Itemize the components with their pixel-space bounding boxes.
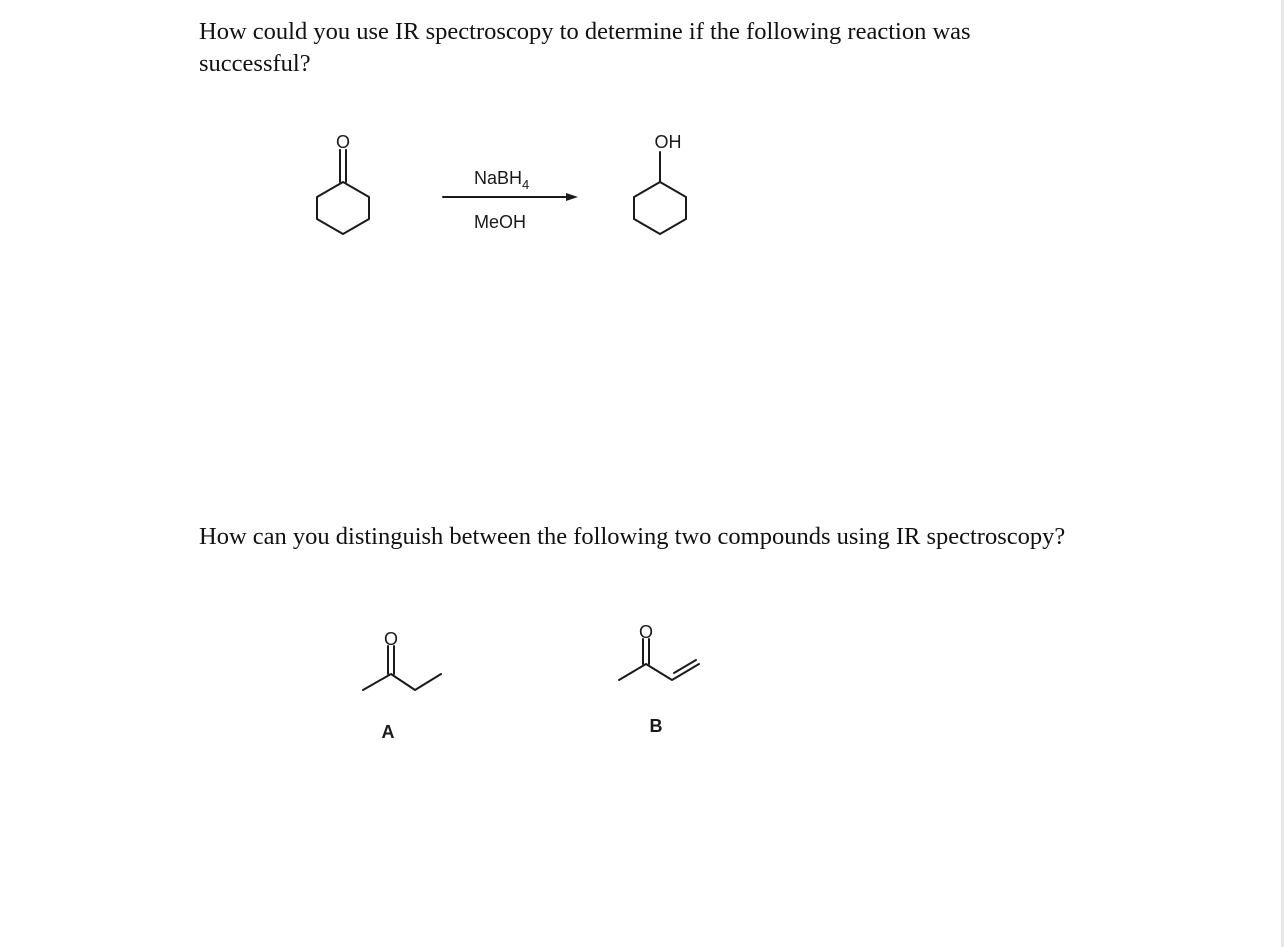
compound-b-label: B bbox=[649, 716, 663, 736]
question-1-text: How could you use IR spectroscopy to determine if the following reaction was successful? bbox=[199, 18, 971, 77]
product-cyclohexanol bbox=[634, 152, 686, 234]
compound-b-structure bbox=[619, 639, 699, 680]
reagent-top-label: NaBH$_4$ bbox=[474, 168, 530, 192]
reactant-cyclohexanone bbox=[317, 150, 369, 234]
reagent-bottom-label: MeOH bbox=[474, 212, 527, 232]
compound-a-structure bbox=[363, 646, 441, 690]
compound-a-label: A bbox=[381, 722, 395, 742]
reaction-arrow bbox=[443, 193, 578, 201]
product-hydroxyl-label: OH bbox=[654, 132, 682, 152]
reactant-oxygen-label: O bbox=[335, 132, 351, 152]
question-2-text: How can you distinguish between the following two compounds using IR spectroscopy? bbox=[199, 523, 1066, 550]
compound-a-oxygen-label: O bbox=[383, 629, 399, 649]
compound-b-oxygen-label: O bbox=[638, 622, 654, 642]
